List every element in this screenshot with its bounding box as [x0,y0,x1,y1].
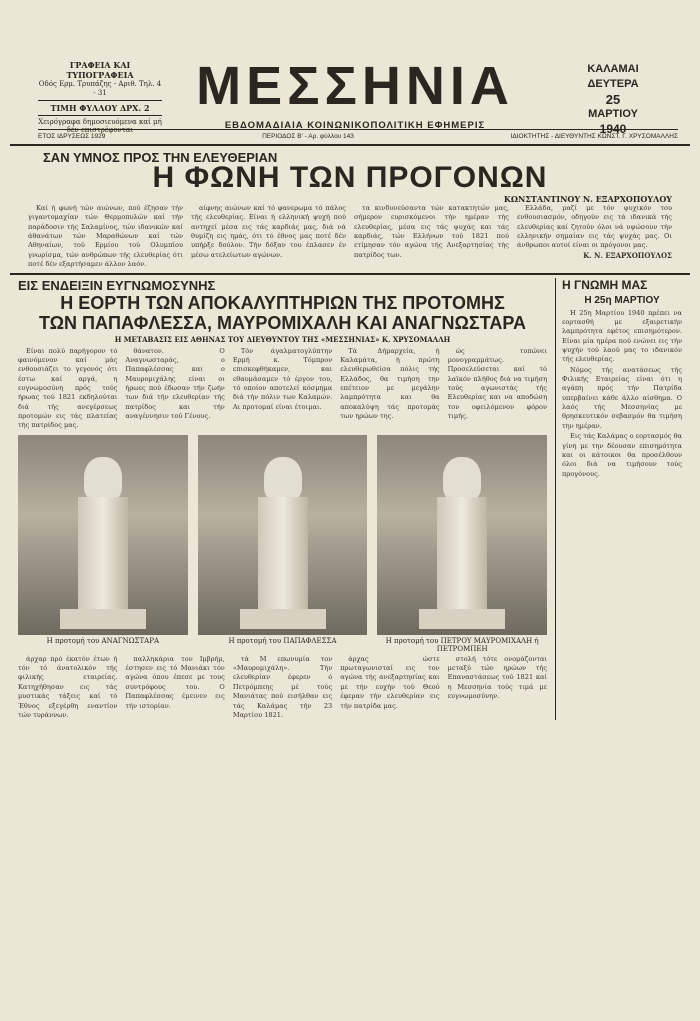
article2-col-4: Τά Δήμαρχεία, ή Καλαμάτα, ή πρώτη ελευθερωθείσα πόλις τής Ελλάδος, θα τιμήση την επέτειον με μεγάλην λαμπρότητα και θα αποκαλύψη τάς προτομάς των ηρώων της. [340,346,440,421]
article1-kicker: ΣΑΝ ΥΜΝΟΣ ΠΡΟΣ ΤΗΝ ΕΛΕΥΘΕΡΙΑΝ [43,150,278,165]
article2-lower-columns [18,655,547,721]
bust-image [198,435,368,635]
month: ΜΑΡΤΙΟΥ [588,108,638,120]
photo-caption: Η προτομή του ΠΑΠΑΦΛΕΣΣΑ [228,636,337,645]
article2-lower-col-2: παλληκάρια τον Ιμβρήμ, έστησεν εις τό Μανιάκι τόν αγώνα όπου έπεσε με τους συντρόφους του. Ο Παπαφλέσσας έμεινεν εις τήν ιστορίαν. [125,654,225,710]
section-divider [10,273,690,275]
sidebar-text: Η 25η Μαρτίου 1940 πρέπει να εορτασθή με εξαιρετικήν λαμπρότητα εφέτος επισημότερον. Είναι μία ημέρα πού ενώνει εις τήν ψυχήν τού λαού μας το ιδανικόν τής ελευθερίας. Νόμος τής ανατάσεως τής Φιλικής Εταιρείας είναι ότι η αγάπη πρός τήν Πατρίδα υπερβαίνει κάθε άλλο αίσθημα. Ο λαός τής Μεσσηνίας με θρησκευτικόν σεβασμόν θα τιμήση την ημέραν. Εις τάς Καλάμας ο εορτασμός θα γίνη με την δέουσαν επισημότητα και οι κάτοικοι θα προσέλθουν όλοι διά να τιμήσουν τούς προγόνους. [562,308,683,478]
photo-anagnostaras [18,435,188,653]
sidebar-kicker: Η ΓΝΩΜΗ ΜΑΣ [562,277,648,292]
article2-lower-col-1: άρχαρ πρό έκατόν έτων ή τόν τό άνατολικόν τής φιλικής εταιρείας. Κατηχήθησαν εις τάς μυστικάς τάξεις καί τό Έθνος εξεγέρθη εναντίον τών τυράννων. [18,654,118,719]
article1-byline: ΚΩΝΣΤΑΝΤΙΝΟΥ Ν. ΕΞΑΡΧΟΠΟΥΛΟΥ [503,194,672,204]
bust-image [18,435,188,635]
day: 25 [605,92,621,107]
article2-col-1: Είναι πολύ παρήγορον τό φαινόμενον καί μάς ενθουσιάζει το γεγονός ότι έστω καί αργά, η ευγνωμοσύνη πρός τούς ήρωας τού 1821 εκδηλούται διά τής ανεγέρσεως προτομών εις τάς πλατείας τής πατρίδος μας. [18,346,118,430]
print-shop: ΓΡΑΦΕΙΑ ΚΑΙ ΤΥΠΟΓΡΑΦΕΙΑ [66,60,134,80]
article1-col-3: τα κινδυνεύσαντα τών κατακτητών μας, σήμερον ευρισκόμενοι τήν ημέραν τής ελευθερίας, μέσα εις τάς ψυχάς και τάς καρδιάς, τών Ελλήνων τού 1821 πού ετίμησαν τόν αγώνα τής Ανεξαρτησίας τής πατρίδος των. [354,204,509,259]
period: ΠΕΡΙΟΔΟΣ Β' - Αρ. φύλλου 143 [262,132,354,140]
article2-col-3: Τόν άγαλματογλύπτην Ερμή κ. Τόμπρον επισκεφθήκαμεν, και εθαυμάσαμεν τό έργον του, τό οποίον αποτελεί κόσμημα διά τήν πόλιν των Καλαμών. Αι προτομαί είναι έτοιμαι. [232,346,333,411]
article1-col-2: αίφνης αιώνων καί τό φανερωμα τό πάλος τής ελευθερίας. Είναι ή ελληνική ψυχή πού αντηχεί μέσα εις τάς καρδιάς μας, διά νά θυμίζη εις ημάς, ότι τό έθνος μας ποτέ δέν υπήρξε δούλον. Τήν δόξαν του έπλασεν έν μέσω ατελείωτων αγώνων. [191,204,346,259]
date-box [548,62,678,137]
year: 1940 [599,122,627,136]
director: ΙΔΙΟΚΤΗΤΗΣ - ΔΙΕΥΘΥΝΤΗΣ ΚΩΝΣΤ. Γ. ΧΡΥΣΟΜΑΛΛΗΣ [510,132,678,140]
sidebar-headline: Η 25η ΜΑΡΤΙΟΥ [584,294,660,306]
notice-1: Χειρόγραφα δημοσιευόμενα καί μή [38,117,162,126]
price: ΤΙΜΗ ΦΥΛΛΟΥ ΔΡΧ. 2 [38,100,162,116]
city: ΚΑΛΑΜΑΙ [587,63,639,75]
newspaper-title: ΜΕΣΣΗΝΙΑ [196,56,514,116]
article2-col-5: ώς τυπώνει μονογραμμάτως. Προσελεύσεται καί τό λαϊκόν πλήθος διά να τιμήση τούς αγωνιστάς τής Ελευθερίας και να αποδώση τον οφειλόμενον φόρον τιμής. [447,346,548,421]
address: Οδός Ερμ. Τρυπάζης - Αριθ. Τηλ. 4 - 31 [38,80,162,97]
article2-lower-col-5: στολή τότε ονομάζονται μεταξύ τών ηρώων τής Επαναστάσεως τού 1821 καί η Μεσσηνία τούς τιμά με ευγνωμοσύνην. [447,654,548,701]
article2-headline-2: ΤΩΝ ΠΑΠΑΦΛΕΣΣΑ, ΜΑΥΡΟΜΙΧΑΛΗ ΚΑΙ ΑΝΑΓΝΩΣΤΑΡΑ [38,312,527,333]
article2-byline: Η ΜΕΤΑΒΑΣΙΣ ΕΙΣ ΑΘΗΝΑΣ ΤΟΥ ΔΙΕΥΘΥΝΤΟΥ ΤΗΣ «ΜΕΣΣΗΝΙΑΣ» Κ. ΧΡΥΣΟΜΑΛΛΗ [114,334,451,344]
sidebar-our-opinion [555,278,682,721]
article1-col-1: Καί ή φωνή τών αιώνων, πού έζησαν τήν γιγαντομαχίαν τών Θερμοπυλών καί τήν παράδοσιν τής Σαλαμίνος, τών ιδανικών καί άθανάτων τών Μαραθώνων καί τών Αθηναίων, τού Ερμίου τού Ολυμπίου γνωρίσμα, τών ανθρώπων τής ελευθερίας ότι ποτέ δέν εξαρτήσαμεν άλλον λαόν. [28,204,183,269]
lower-section [10,278,690,721]
article-busts-unveiling [18,278,547,721]
article2-col-2: θάνατον. Ο Αναγνωσταράς, ο Παπαφλέσσας και ο Μαυρομιχάλης είναι οι ήρωες πού έδωσαν τήν ζωήν των διά τήν ελευθερίαν τής πατρίδος και τήν αναγέννησιν τού Γένους. [125,346,225,421]
article1-signature: Κ. Ν. ΕΞΑΡΧΟΠΟΥΛΟΣ [583,250,672,260]
photo-caption: Η προτομή του ΑΝΑΓΝΩΣΤΑΡΑ [46,636,159,645]
article2-columns [18,347,547,431]
article2-lower-col-3: τά Μ επωνυμία τον «Μαυρομιχάλη». Τήν ελευθερίαν έφερεν ό Πετρόμπεης μέ τούς Μανιάτας πού εισήλθαν εις τάς Καλάμας τήν 23 Μαρτίου 1821. [232,654,333,719]
photo-mavromichalis [377,435,547,653]
newspaper-subtitle: ΕΒΔΟΜΑΔΙΑΙΑ ΚΟΙΝΩΝΙΚΟΠΟΛΙΤΙΚΗ ΕΦΗΜΕΡΙΣ [224,120,486,131]
article2-headline-1: Η ΕΟΡΤΗ ΤΩΝ ΑΠΟΚΑΛΥΠΤΗΡΙΩΝ ΤΗΣ ΠΡΟΤΟΜΗΣ [60,292,505,313]
article2-lower-col-4: άρχας ώστε πρωταγωνισταί εις τον αγώνα τής ανεξαρτησίας και με τήν ευχήν τού Θεού έφεραν τήν ελευθερίαν εις τήν πατρίδα μας. [340,654,440,710]
bust-image [377,435,547,635]
article1-columns [28,204,672,270]
weekday: ΔΕΥΤΕΡΑ [587,78,639,90]
photo-caption: Η προτομή του ΠΕΤΡΟΥ ΜΑΥΡΟΜΙΧΑΛΗ ή ΠΕΤΡΟΜΠΕΗ [385,636,539,653]
bust-photos [18,435,547,653]
masthead [10,6,690,146]
article1-headline: Η ΦΩΝΗ ΤΩΝ ΠΡΟΓΟΝΩΝ [152,161,548,194]
founded: ΕΤΟΣ ΙΔΡΥΣΕΩΣ 1929 [38,132,106,140]
article2-kicker: ΕΙΣ ΕΝΔΕΙΞΙΝ ΕΥΓΝΩΜΟΣΥΝΗΣ [18,277,216,293]
notice-2: δέν επιστρέφονται [66,126,134,135]
masthead-info-box [38,60,162,135]
article1-col-4: Ελλάδα, μαζί με τόν ψυχικόν του ενθουσιασμόν, οδηγούν εις τά ιδανικά τής ελευθερίας καί ζητούν όλοι νά υψώσουν τήν ελληνικήν σημαίαν εις τάς ψυχάς μας. Οι άνθρωποι αυτοί είναι οι πρόγονοι μας. Κ. Ν. ΕΞΑΡΧΟΠΟΥΛΟΣ [517,204,672,260]
photo-papaflessas [198,435,368,653]
info-strip [38,129,678,142]
article-voice-of-ancestors [10,146,690,270]
